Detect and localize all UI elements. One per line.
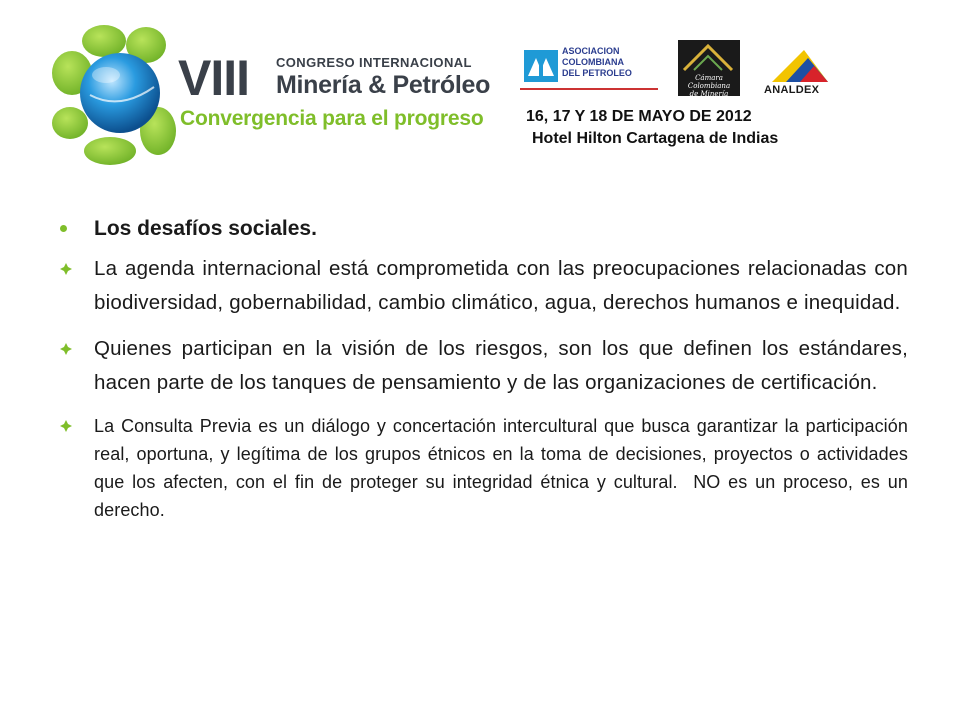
acp-logo-icon [524, 50, 558, 82]
section-title-item [56, 212, 908, 246]
bullet-text: La Consulta Previa es un diálogo y concertación intercultural que busca garantizar la participación real, oportuna, y legítima de los grupos étnicos en la toma de decisiones, proyectos o actividades que los afecten, con el fin de proteger su integridad étnica y cultural. NO es un proceso, es un derecho. [94, 416, 914, 520]
diamond-bullet-icon [60, 343, 72, 355]
section-title: Los desafíos sociales. [94, 217, 317, 240]
congress-tagline: Convergencia para el progreso [180, 107, 484, 130]
ccm-logo [678, 40, 740, 96]
mountain-icon [678, 40, 740, 74]
acp-name: ASOCIACION COLOMBIANA DEL PETROLEO [562, 46, 632, 78]
paw-globe-icon [50, 25, 190, 165]
congress-wordmark [178, 45, 498, 155]
acp-divider [520, 88, 658, 90]
congress-line2: Minería & Petróleo [276, 71, 491, 99]
round-bullet-icon [60, 225, 67, 232]
header-banner [0, 0, 960, 180]
congress-line1: CONGRESO INTERNACIONAL [276, 55, 472, 70]
bullet-text: Quienes participan en la visión de los riesgos, son los que definen los estándares, hacen parte de los tanques de pensamiento y de las organizaciones de certificación. [94, 337, 908, 394]
roman-numeral: VIII [178, 50, 250, 106]
diamond-bullet-icon [60, 263, 72, 275]
ccm-name: Cámara Colombiana de Minería [687, 74, 731, 98]
event-venue: Hotel Hilton Cartagena de Indias [532, 130, 779, 147]
congress-logo [50, 25, 490, 165]
slide-body [56, 212, 914, 524]
bullet-text: La agenda internacional está comprometida con las preocupaciones relacionadas con biodiversidad, gobernabilidad, cambio climático, agua, derechos humanos e inequidad. [94, 257, 908, 314]
diamond-bullet-icon [60, 420, 72, 432]
analdex-name: ANALDEX [764, 84, 820, 96]
bullet-item [56, 332, 908, 400]
partner-logos [518, 38, 838, 158]
analdex-logo [764, 46, 836, 96]
bullet-item [56, 252, 908, 320]
event-dates: 16, 17 Y 18 DE MAYO DE 2012 [526, 108, 752, 125]
flag-swoosh-icon [764, 46, 836, 84]
bullet-item [56, 412, 914, 524]
